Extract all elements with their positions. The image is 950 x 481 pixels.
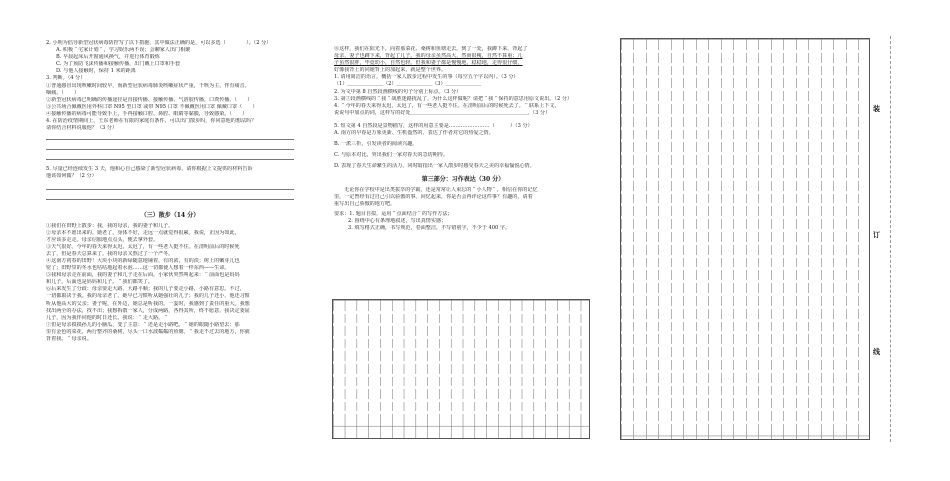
q2-option-d: D. 与他人接触时，保持 1 米的距离 bbox=[56, 68, 136, 75]
passage-line: 听从他高大的父亲；妻子呢，在外边，她总是听我的。一霎时，我感到了责任的重大。我想 bbox=[46, 300, 250, 307]
grid-row-gap bbox=[621, 139, 869, 142]
grid-row-gap bbox=[621, 331, 869, 334]
grid-row-gap bbox=[621, 344, 869, 347]
q2-line: 2. 小明为倡导新型冠状病毒防控写了以下措施，其中做法正确的是，可以多选（ ）。（2 分） bbox=[46, 40, 272, 46]
passage-line: 密了；田野里的冬水也咕咕地起着水泡……这一切都使人想着一样东西——生命。 bbox=[46, 265, 230, 272]
grid-row-gap bbox=[333, 399, 589, 402]
column-left bbox=[46, 40, 294, 343]
gutter-char-ding: 订 bbox=[873, 230, 880, 239]
passage-line: ②母亲本不愿出来的。她老了，身体不好，走远一点就觉得很累。我说，正因为如此， bbox=[46, 229, 240, 236]
binding-gutter bbox=[890, 36, 903, 442]
requirement-line: 2. 围绕中心有条理地叙述，写出真情实感； bbox=[348, 217, 447, 224]
prompt-line: 重写出自己骄傲的地方吧。 bbox=[334, 200, 396, 207]
grid-row-gap bbox=[621, 191, 869, 194]
q5-line: 5. 尽量已经连续发生 3 天，他和心自己感染了新型冠状病毒，请你根据上文提供的材料告诉 bbox=[46, 166, 253, 173]
grid-row-gap bbox=[621, 152, 869, 155]
grid-row-gap bbox=[621, 50, 869, 53]
grid-row-gap bbox=[621, 319, 869, 322]
q3-item: ③公共场合佩戴医用外科口罩 N95 型口罩 或带 N95 口罩 不佩戴医用口罩 佩戴口罩（ ） bbox=[46, 103, 258, 110]
grid-row-gap bbox=[333, 323, 589, 326]
grid-row-gap bbox=[621, 101, 869, 104]
grid-row-gap bbox=[333, 411, 589, 414]
passage-line: 找出两全的办法，找不出；我想拆散一家人，分成两路，各得其所，终不愿意。我决定委屈 bbox=[46, 307, 250, 314]
passage-end-line: 好像我背上的同她背上的加起来，就是整个世界。 bbox=[334, 67, 447, 74]
option-c: C. 与原本对比，突出我们一家对春天的急切期待。 bbox=[334, 152, 448, 159]
passage-line: 去了，但是春天总算来了。我的母亲又熬过了一个严冬。 bbox=[46, 250, 174, 257]
passage-line: ⑦但是母亲摸摸孙儿的小脑瓜，变了主意：＂还是走小路吧。＂她的眼随小路望去：那 bbox=[46, 321, 240, 328]
passage-line: ③天气很好。今年的春天来得太迟，太迟了，有一些老人挺不住。在清明前后的时候死 bbox=[46, 243, 240, 250]
option-b: B. 一派三折，引发读者的阅读兴趣。 bbox=[334, 141, 418, 148]
grid-row-gap bbox=[333, 361, 589, 364]
answer-line bbox=[46, 139, 294, 140]
passage-end-line bbox=[334, 53, 592, 60]
q3-title: 3. 判断。（4 分） bbox=[46, 75, 86, 82]
grid-row-gap bbox=[621, 306, 869, 309]
underlined-sentence: 子虽然很胖，毕竟幼小，自然也轻。但我和妻子都是慢慢地，稳稳地，走得很仔细， bbox=[334, 60, 523, 67]
passage-end-line bbox=[334, 60, 592, 67]
composition-grid-middle[interactable] bbox=[332, 299, 590, 439]
grid-row-gap bbox=[621, 242, 869, 245]
part3-title: 第三部分：习作表达（30 分） bbox=[421, 176, 505, 184]
q2-option-c: C. 为了预防飞沫传播和接触传播，出门戴上口罩和手套 bbox=[56, 61, 181, 68]
composition-grid-right[interactable] bbox=[620, 38, 870, 440]
passage-line: ④这南方初春的田野！大块小块的新绿随意地铺着，有的浓，有的淡；树上的嫩芽儿也 bbox=[46, 257, 240, 264]
q3-item: ②新型冠状病毒已明确的传播途径是直接传播、接触传播、气溶胶传播。口粪传播。（ ） bbox=[46, 96, 253, 103]
grid-row-gap bbox=[333, 348, 589, 351]
q3-item: 咽痛。（ ） bbox=[46, 89, 80, 96]
passage-line: 一切都取决于我。我的母亲老了，她早已习惯听从她强壮的儿子；我的儿子还小，他还习惯 bbox=[46, 293, 250, 300]
grid-row-gap bbox=[333, 374, 589, 377]
grid-row-gap bbox=[333, 336, 589, 339]
grid-row-gap bbox=[621, 255, 869, 258]
grid-row-gap bbox=[621, 383, 869, 386]
question-line: 1. 请用简洁的语言，概括一家人散步过程中发生的事（每空五个字以内）。（3 分） bbox=[334, 74, 519, 81]
grid-row-gap bbox=[621, 421, 869, 424]
grid-row-gap bbox=[621, 165, 869, 168]
passage-line: 里有金色的菜花，两行整齐的桑树，尽头一口水波粼粼的鱼塘。＂我走不过去的地方，你就 bbox=[46, 328, 250, 335]
grid-row-gap bbox=[621, 63, 869, 66]
q3-item: ①普通感冒出现咳嗽时间较早，而新型冠状病毒肺炎咳嗽症状严重，干咳为主，伴有痰音。 bbox=[46, 82, 250, 89]
question-line: 4. ＂今年的春天来得太迟，太迟了，有一些老人挺不住。在清明前后的时候死去了。＂联系上下文， bbox=[334, 102, 560, 109]
grid-row-gap bbox=[621, 408, 869, 411]
grid-row-gap bbox=[621, 75, 869, 78]
grid-row-gap bbox=[621, 203, 869, 206]
answer-line bbox=[46, 149, 294, 150]
option-a: A. 南方的早春是万象更新、生机盎然的，表达了作者对它的热爱之情。 bbox=[334, 130, 494, 137]
q2-option-b: B. 早晨起床后开窗通风换气，并进行体育锻炼 bbox=[56, 54, 160, 61]
grid-row-gap bbox=[621, 178, 869, 181]
answer-line bbox=[46, 199, 294, 200]
grid-row-gap bbox=[621, 357, 869, 360]
option-d: D. 表现了春天生命繁生的活力，同时暗指出一家人散步时感受春天之美的幸福愉悦心情。 bbox=[334, 163, 535, 170]
passage-line: 儿子，因为我伴同他的时日还长。我说：＂走大路。＂ bbox=[46, 314, 169, 321]
grid-row-gap bbox=[621, 370, 869, 373]
passage-line: 背着我。＂母亲说。 bbox=[46, 336, 92, 342]
section3-title: （三）散步（14 分） bbox=[140, 212, 200, 220]
prompt-line: 无论你在学校中是出类拔萃的学霸，还是常常让人束忘的＂小人物＂，相信在你的记忆 bbox=[344, 186, 538, 193]
grid-row-gap bbox=[621, 216, 869, 219]
grid-row-gap bbox=[333, 311, 589, 314]
question-line: 2. 为文中第 8 自然段画横线的句子分别上标点。（3 分） bbox=[334, 88, 462, 95]
requirement-line: 要求：1. 题目自拟，运用＂点面结合＂的写作方法； bbox=[334, 210, 453, 217]
grid-row-gap bbox=[621, 229, 869, 232]
grid-row-gap bbox=[621, 395, 869, 398]
passage-line: ⑥后来发生了分歧：母亲要走大路，大路平顺；我的儿子要走小路，小路有意思。不过， bbox=[46, 286, 245, 293]
grid-row-gap bbox=[621, 127, 869, 130]
passage-line: 和儿子，后面也是妈妈和儿子。＂我们都笑了。 bbox=[46, 279, 153, 286]
column-middle bbox=[334, 40, 592, 232]
grid-row-gap bbox=[621, 88, 869, 91]
q3-item: ④接触传播的病毒可能导致手上，手再接触口腔、鼻腔、眼睛等黏膜，导致感染。（ ） bbox=[46, 110, 248, 117]
passage-line: ⑤我和母亲走在前面，我的妻子和儿子走在后面。小家伙突然叫起来：＂前面也是妈妈 bbox=[46, 272, 240, 279]
q2-option-a: A. 积极＂宅家计划＂，学习娱乐两不误；会聊家人出门相聚 bbox=[56, 47, 191, 54]
passage-line: 才应该多走走。母亲信服地点点头，便去拿外套。 bbox=[46, 236, 159, 243]
q5-line: 他该如何做？（2 分） bbox=[46, 173, 97, 180]
requirement-line: 3. 填写格式正确，书写规范，卷面整洁，不写错别字，不少于 400 字。 bbox=[348, 224, 511, 231]
grid-row-gap bbox=[333, 386, 589, 389]
passage-line: ①我们在田野上散步：我，我的母亲，我的妻子和儿子。 bbox=[46, 222, 174, 229]
q5-line: 5. 短文第 4 自然段是景物描写，这样的用意主要是……………………（ ）（3 分） bbox=[334, 122, 533, 129]
prompt-line: 里，一定曾经有过自己引以骄傲的事。回忆起来，你是否会再评论这件事？有趣的，请着 bbox=[334, 193, 533, 200]
gutter-char-zhuang: 装 bbox=[873, 104, 880, 113]
grid-row-gap bbox=[621, 293, 869, 296]
gutter-char-xian: 线 bbox=[873, 347, 880, 356]
answer-line bbox=[46, 159, 294, 160]
grid-row-gap bbox=[621, 267, 869, 270]
question-line: （1）＿＿＿＿＿＿＿（2）＿＿＿＿＿＿＿（3）＿＿＿＿＿＿＿ bbox=[334, 81, 482, 88]
q4-line: 4. 在防治疫情期间上，王东老师在有限的家庭有条件、可以出门散步吗，你同意他的想法吗？ bbox=[46, 118, 257, 125]
grid-row-gap bbox=[621, 280, 869, 283]
underlined-sentence: 母亲，妻子也蹲下来，背起了儿子。我的母亲虽然高大，然而很瘦，自然不算重；儿 bbox=[334, 53, 523, 60]
passage-end-line: ⑧这样，我们在阳光下，向着那菜花、桑树和鱼塘走去。到了一处，我蹲下来，背起了 bbox=[334, 46, 528, 52]
q4-line: 请你结合材料说服他？（3 分） bbox=[46, 125, 118, 132]
grid-row-gap bbox=[621, 114, 869, 117]
answer-line bbox=[46, 189, 294, 190]
question-line: 3. 第⑦段画横线的＂我＂战胜迷路扰乱了，为什么这样做呢？请把＂我＂保持的意思用原文说出。（2 分） bbox=[334, 95, 573, 102]
question-line: 说说句中加点的词，这样写的好处＿＿＿＿＿＿＿＿＿＿＿＿＿＿＿＿＿＿＿＿＿＿＿。（3 分） bbox=[334, 109, 551, 116]
